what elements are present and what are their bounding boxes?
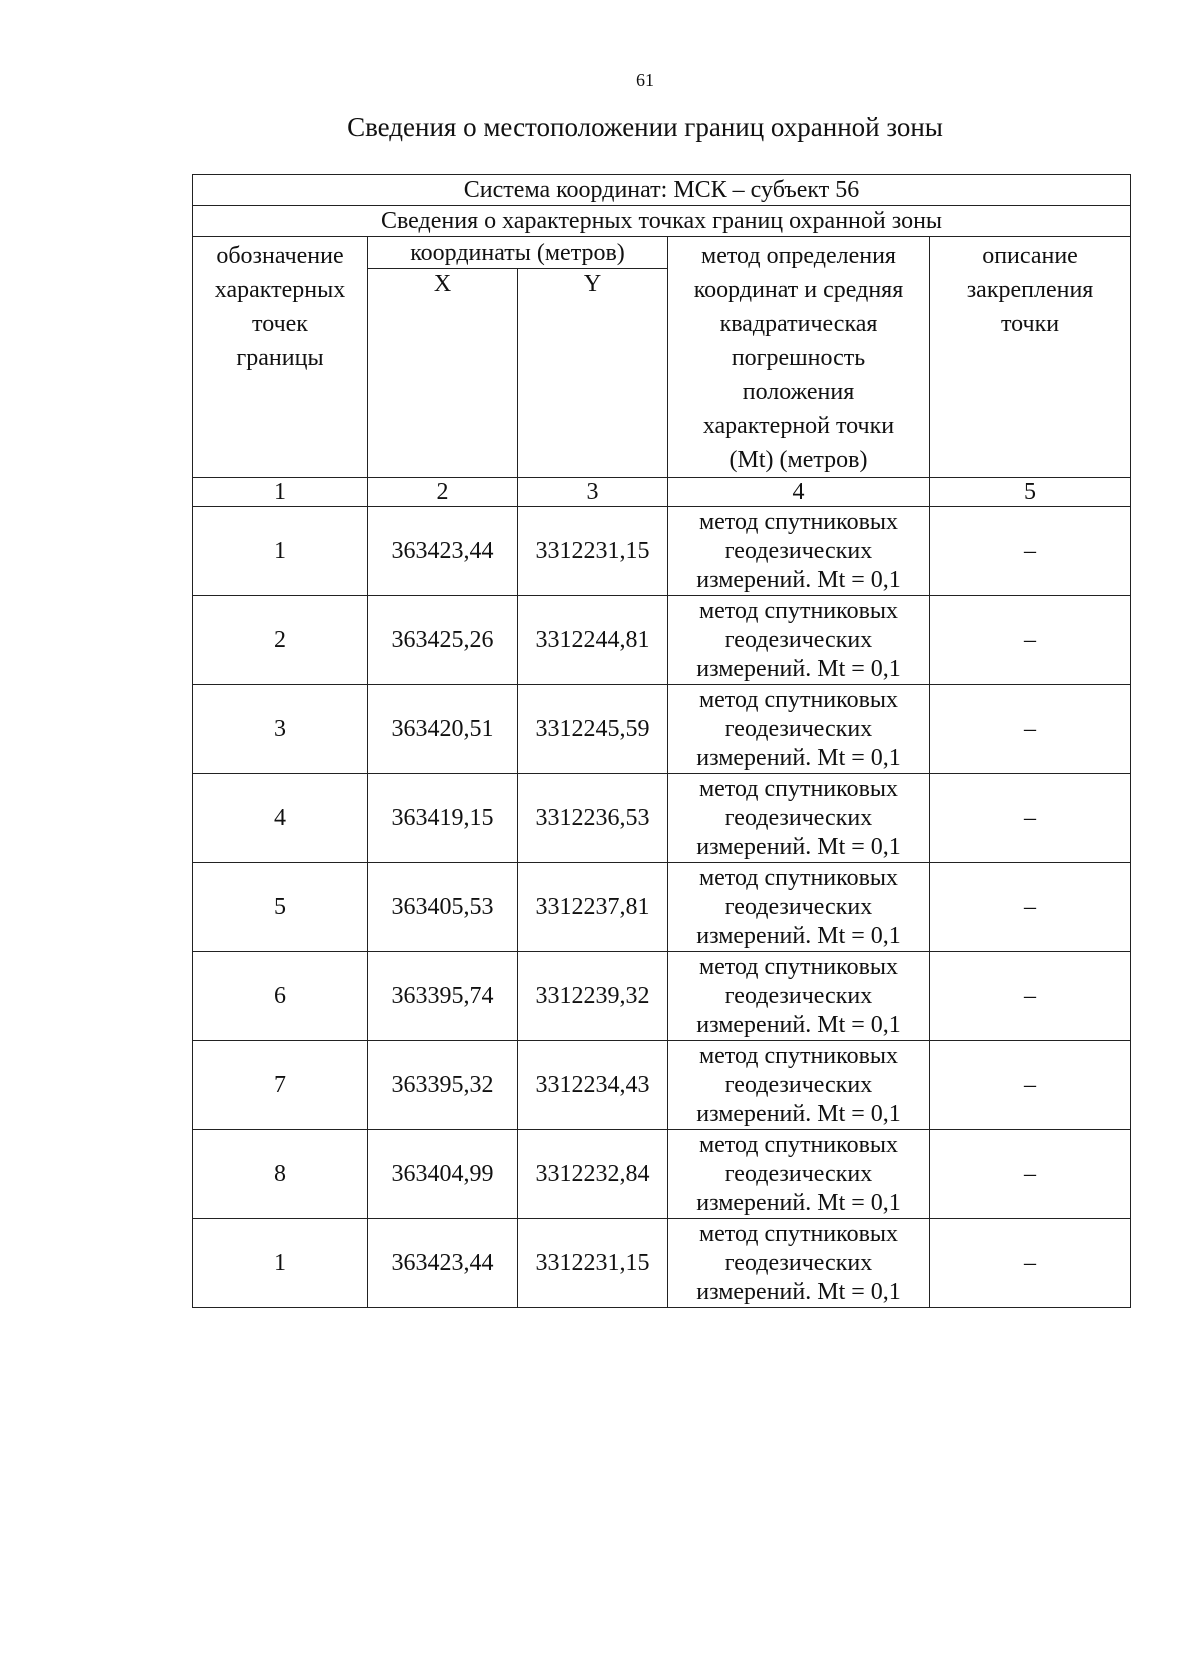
x-coordinate-cell: 363419,15 xyxy=(368,774,518,863)
table-row xyxy=(193,1130,1131,1219)
column-number-cell: 4 xyxy=(668,478,930,507)
point-cell: 4 xyxy=(193,774,368,863)
table-row xyxy=(193,774,1131,863)
method-cell xyxy=(668,1130,930,1219)
method-line: геодезических xyxy=(724,1160,873,1187)
point-cell: 1 xyxy=(193,1219,368,1308)
point-cell: 1 xyxy=(193,507,368,596)
header-point-cell xyxy=(193,237,368,478)
column-number-cell: 1 xyxy=(193,478,368,507)
header-point-line: точек xyxy=(252,311,308,337)
description-cell: – xyxy=(930,685,1131,774)
method-line: геодезических xyxy=(724,1249,873,1276)
method-line: метод спутниковых xyxy=(698,508,899,535)
method-line: метод спутниковых xyxy=(698,1042,899,1069)
header-description-line: точки xyxy=(1000,311,1060,337)
method-cell xyxy=(668,596,930,685)
header-method-line: положения xyxy=(742,379,855,405)
x-coordinate-cell: 363423,44 xyxy=(368,1219,518,1308)
y-coordinate-cell: 3312237,81 xyxy=(518,863,668,952)
method-line: метод спутниковых xyxy=(698,686,899,713)
x-coordinate-cell: 363423,44 xyxy=(368,507,518,596)
header-point-line: границы xyxy=(236,345,324,371)
document-title: Сведения о местоположении границ охранной зоны xyxy=(347,112,943,142)
header-method-cell xyxy=(668,237,930,478)
description-cell: – xyxy=(930,1130,1131,1219)
point-cell: 6 xyxy=(193,952,368,1041)
header-description-cell xyxy=(930,237,1131,478)
description-cell: – xyxy=(930,774,1131,863)
method-line: геодезических xyxy=(724,982,873,1009)
column-numbers-row xyxy=(193,478,1131,507)
point-cell: 8 xyxy=(193,1130,368,1219)
method-line: метод спутниковых xyxy=(698,1220,899,1247)
method-line: метод спутниковых xyxy=(698,864,899,891)
table-row xyxy=(193,685,1131,774)
header-description-line: описание xyxy=(982,243,1078,269)
header-point-line: характерных xyxy=(214,277,346,303)
method-line: метод спутниковых xyxy=(698,775,899,802)
method-line: геодезических xyxy=(724,537,873,564)
method-line: измерений. Mt = 0,1 xyxy=(696,1278,901,1305)
description-cell: – xyxy=(930,1219,1131,1308)
method-line: метод спутниковых xyxy=(698,953,899,980)
method-cell xyxy=(668,774,930,863)
y-coordinate-cell: 3312231,15 xyxy=(518,1219,668,1308)
method-line: измерений. Mt = 0,1 xyxy=(696,1100,901,1127)
x-coordinate-cell: 363420,51 xyxy=(368,685,518,774)
table-row xyxy=(193,952,1131,1041)
table-subtitle-cell: Сведения о характерных точках границ охранной зоны xyxy=(193,206,1131,237)
table-row xyxy=(193,863,1131,952)
table-subtitle-row xyxy=(193,206,1131,237)
coordinate-system-row xyxy=(193,175,1131,206)
method-line: измерений. Mt = 0,1 xyxy=(696,655,901,682)
method-line: геодезических xyxy=(724,1071,873,1098)
x-coordinate-cell: 363405,53 xyxy=(368,863,518,952)
method-line: геодезических xyxy=(724,626,873,653)
method-line: метод спутниковых xyxy=(698,1131,899,1158)
method-cell xyxy=(668,1219,930,1308)
header-method-line: (Mt) (метров) xyxy=(729,447,868,473)
description-cell: – xyxy=(930,1041,1131,1130)
point-cell: 5 xyxy=(193,863,368,952)
y-coordinate-cell: 3312231,15 xyxy=(518,507,668,596)
method-cell xyxy=(668,863,930,952)
method-line: измерений. Mt = 0,1 xyxy=(696,744,901,771)
page-number: 61 xyxy=(636,70,654,90)
description-cell: – xyxy=(930,863,1131,952)
x-coordinate-cell: 363395,32 xyxy=(368,1041,518,1130)
header-method-line: метод определения xyxy=(701,243,896,269)
y-coordinate-cell: 3312234,43 xyxy=(518,1041,668,1130)
method-line: измерений. Mt = 0,1 xyxy=(696,922,901,949)
x-coordinate-cell: 363395,74 xyxy=(368,952,518,1041)
method-line: измерений. Mt = 0,1 xyxy=(696,566,901,593)
boundary-points-table xyxy=(192,174,1131,1308)
column-number-cell: 3 xyxy=(518,478,668,507)
column-number-cell: 2 xyxy=(368,478,518,507)
method-cell xyxy=(668,952,930,1041)
method-cell xyxy=(668,685,930,774)
method-line: измерений. Mt = 0,1 xyxy=(696,1189,901,1216)
x-coordinate-cell: 363404,99 xyxy=(368,1130,518,1219)
description-cell: – xyxy=(930,952,1131,1041)
table-row xyxy=(193,507,1131,596)
coordinate-system-cell: Система координат: МСК – субъект 56 xyxy=(193,175,1131,206)
header-description-line: закрепления xyxy=(966,277,1094,303)
header-method-line: координат и средняя xyxy=(693,277,904,303)
y-coordinate-cell: 3312232,84 xyxy=(518,1130,668,1219)
table-row xyxy=(193,1041,1131,1130)
description-cell: – xyxy=(930,507,1131,596)
table-row xyxy=(193,596,1131,685)
header-method-line: характерной точки xyxy=(702,413,895,439)
method-line: геодезических xyxy=(724,715,873,742)
header-y-cell: Y xyxy=(518,269,668,478)
method-line: метод спутниковых xyxy=(698,597,899,624)
column-number-cell: 5 xyxy=(930,478,1131,507)
header-row-top xyxy=(193,237,1131,269)
header-point-line: обозначение xyxy=(216,243,344,269)
header-x-cell: X xyxy=(368,269,518,478)
y-coordinate-cell: 3312239,32 xyxy=(518,952,668,1041)
header-method-line: погрешность xyxy=(731,345,866,371)
point-cell: 7 xyxy=(193,1041,368,1130)
method-cell xyxy=(668,1041,930,1130)
header-coords-cell: координаты (метров) xyxy=(368,237,668,269)
method-cell xyxy=(668,507,930,596)
table-row xyxy=(193,1219,1131,1308)
method-line: измерений. Mt = 0,1 xyxy=(696,833,901,860)
header-method-line: квадратическая xyxy=(719,311,878,337)
x-coordinate-cell: 363425,26 xyxy=(368,596,518,685)
method-line: измерений. Mt = 0,1 xyxy=(696,1011,901,1038)
y-coordinate-cell: 3312236,53 xyxy=(518,774,668,863)
y-coordinate-cell: 3312244,81 xyxy=(518,596,668,685)
point-cell: 3 xyxy=(193,685,368,774)
point-cell: 2 xyxy=(193,596,368,685)
y-coordinate-cell: 3312245,59 xyxy=(518,685,668,774)
method-line: геодезических xyxy=(724,804,873,831)
description-cell: – xyxy=(930,596,1131,685)
method-line: геодезических xyxy=(724,893,873,920)
